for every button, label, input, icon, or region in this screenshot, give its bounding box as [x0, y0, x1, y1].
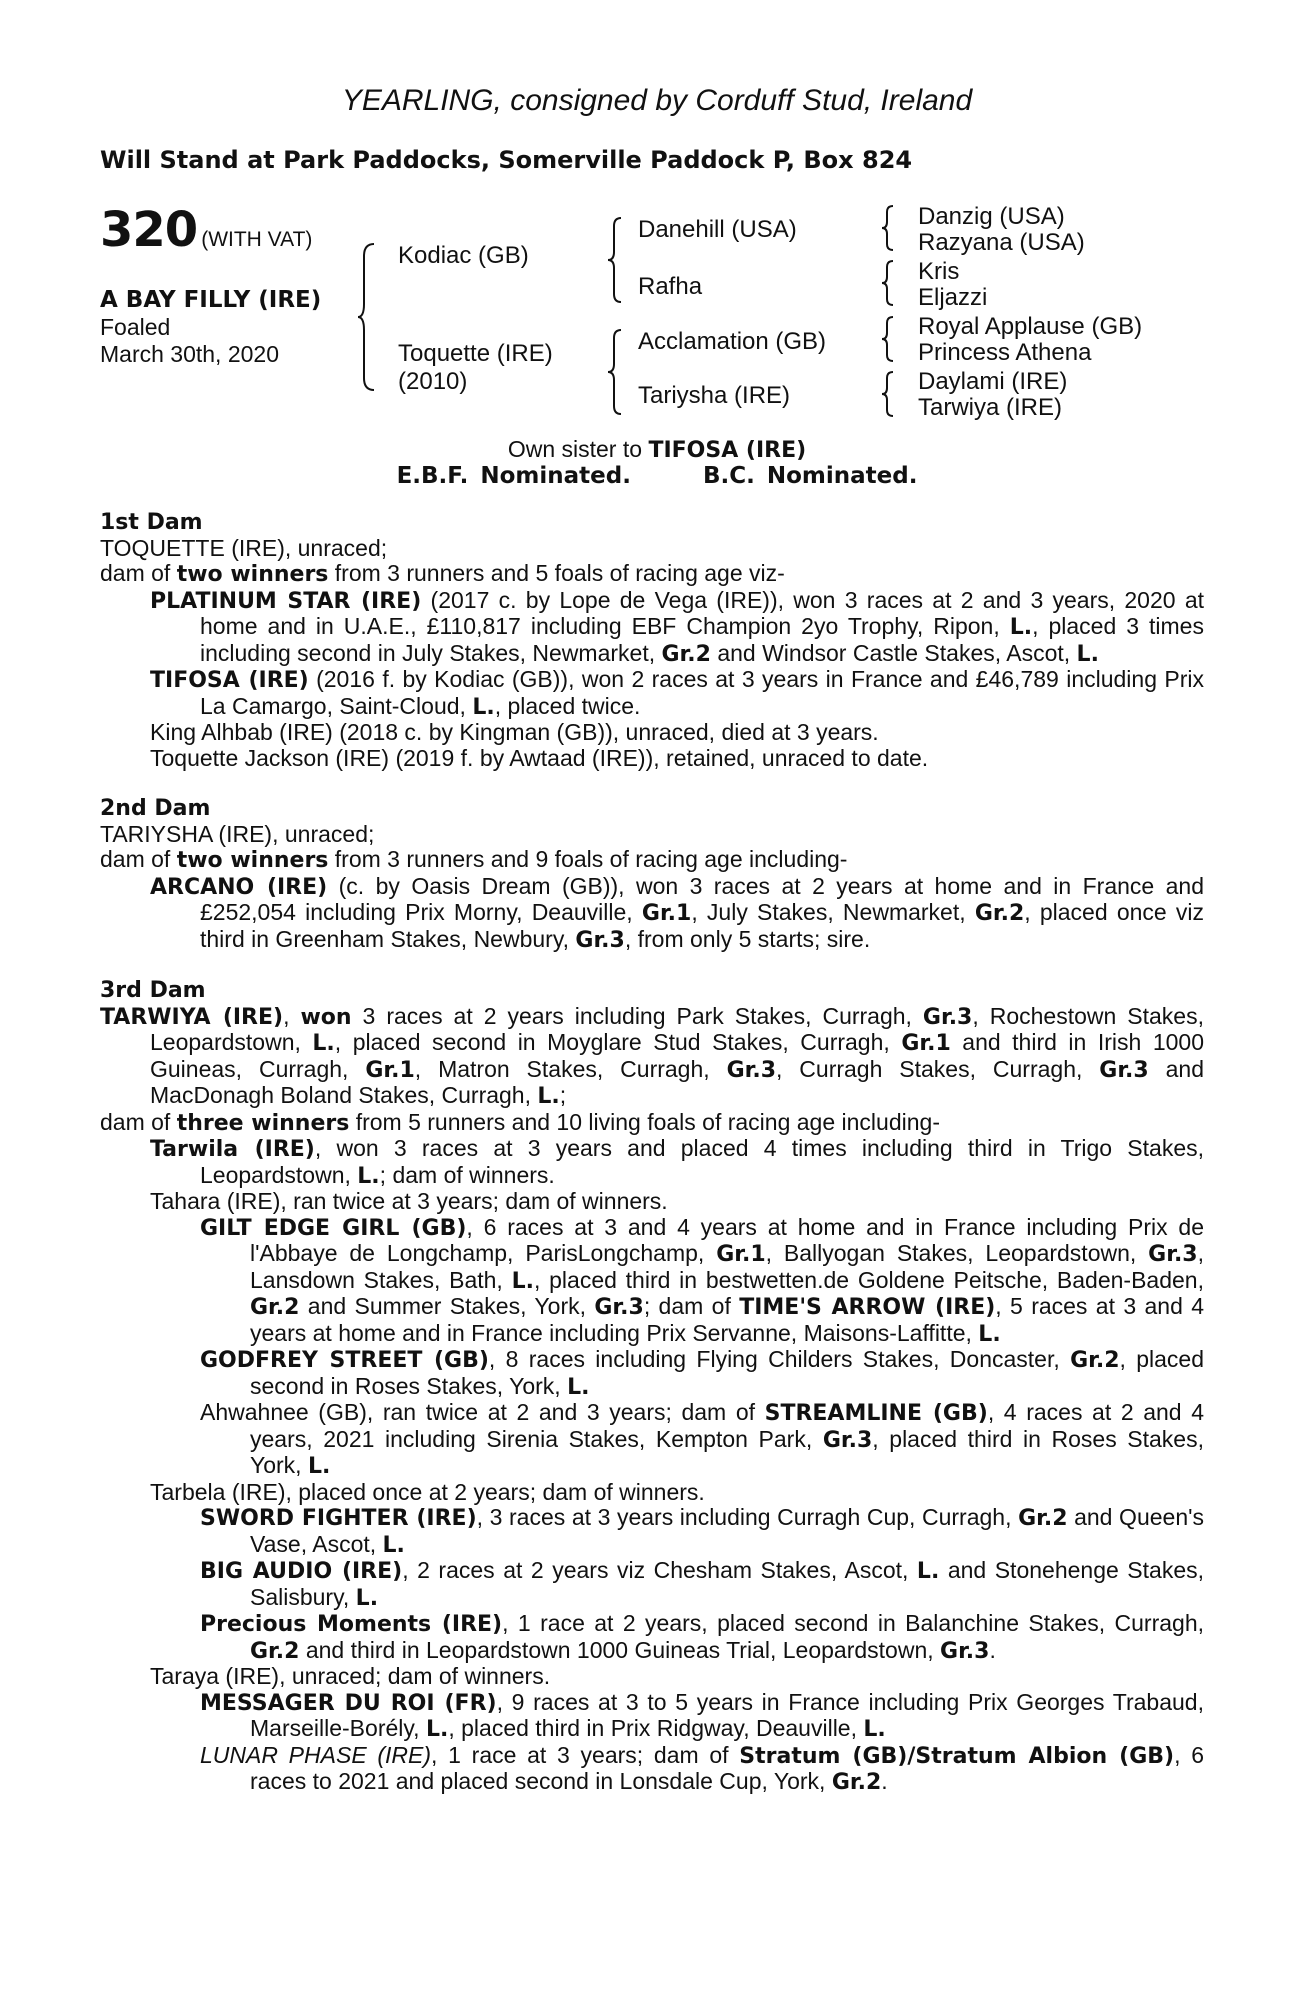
foaled-info: [100, 314, 279, 368]
pedigree-dam-name: Toquette (IRE): [398, 340, 553, 367]
produce-entry: TIFOSA (IRE) (2016 f. by Kodiac (GB)), won 2 races at 3 years in France and £46,789 including Prix La Camargo, Saint-Cloud, L., placed twice.: [150, 666, 1204, 720]
pedigree-dam-year: (2010): [398, 368, 468, 395]
pedigree-brace-ggp4: [880, 370, 898, 418]
foaled-date: March 30th, 2020: [100, 341, 280, 367]
pedigree-brace-sire: [606, 216, 626, 304]
bc-nomination: B.C. Nominated.: [702, 463, 918, 489]
pedigree-ggp: Princess Athena: [918, 339, 1092, 366]
produce-entry: Toquette Jackson (IRE) (2019 f. by Awtaad (IRE)), retained, unraced to date.: [150, 744, 929, 771]
produce-entry: Taraya (IRE), unraced; dam of winners.: [150, 1663, 551, 1689]
ebf-nomination: E.B.F. Nominated.: [396, 463, 631, 489]
third-dam-summary: dam of three winners from 5 runners and 10 living foals of racing age including-: [100, 1108, 940, 1136]
pedigree-sire-sire: Danehill (USA): [638, 216, 797, 243]
horse-name: A BAY FILLY (IRE): [100, 287, 322, 313]
produce-entry: Tarwila (IRE), won 3 races at 3 years and placed 4 times including third in Trigo Stakes, Leopardstown, L.; dam of winners.: [150, 1135, 1205, 1189]
own-sister-prefix: Own sister to: [507, 436, 649, 462]
pedigree-sire-dam: Rafha: [638, 273, 703, 300]
produce-record: [100, 510, 1204, 1796]
pedigree-ggp: Tarwiya (IRE): [918, 394, 1063, 421]
own-sister-name: TIFOSA (IRE): [648, 438, 807, 463]
pedigree-brace-main: [356, 242, 380, 392]
produce-entry: GILT EDGE GIRL (GB), 6 races at 3 and 4 years at home and in France including Prix de l'Abbaye de Longchamp, ParisLongchamp, Gr.1, Ballyogan Stakes, Leopardstown, Gr.3, Lansdown Stakes, Bath, L., placed third in bestwetten.de Goldene Peitsche, Baden-Baden, Gr.2 and Summer Stakes, York, Gr.3; dam of TIME'S ARROW (IRE), 5 races at 3 and 4 years at home and in France including Prix Servanne, Maisons-Laffitte, L.: [200, 1213, 1205, 1347]
produce-entry: PLATINUM STAR (IRE) (2017 c. by Lope de Vega (IRE)), won 3 races at 2 and 3 years, 2020 at home and in U.A.E., £110,817 including EBF Champion 2yo Trophy, Ripon, L., placed 3 times including second in July Stakes, Newmarket, Gr.2 and Windsor Castle Stakes, Ascot, L.: [150, 586, 1205, 667]
own-sister-note: [0, 436, 1314, 463]
pedigree-dam-sire: Acclamation (GB): [638, 328, 827, 355]
second-dam-heading: 2nd Dam: [100, 796, 211, 821]
pedigree-ggp: Eljazzi: [918, 284, 988, 311]
pedigree-brace-ggp3: [880, 315, 898, 363]
third-dam-heading: 3rd Dam: [100, 978, 206, 1003]
produce-entry: Ahwahnee (GB), ran twice at 2 and 3 years; dam of STREAMLINE (GB), 4 races at 2 and 4 years, 2021 including Sirenia Stakes, Kempton Park, Gr.3, placed third in Roses Stakes, York, L.: [200, 1399, 1204, 1479]
foaled-label: Foaled: [100, 314, 171, 340]
second-dam-line: TARIYSHA (IRE), unraced;: [100, 820, 375, 847]
pedigree-dam: [398, 340, 553, 396]
pedigree-ggp: Razyana (USA): [918, 229, 1085, 256]
lot-number: 320: [100, 202, 198, 258]
produce-entry: SWORD FIGHTER (IRE), 3 races at 3 years including Curragh Cup, Curragh, Gr.2 and Queen's Vase, Ascot, L.: [200, 1504, 1205, 1558]
pedigree-brace-dam: [606, 328, 626, 416]
consignment-line: YEARLING, consigned by Corduff Stud, Ireland: [341, 84, 973, 117]
produce-entry: King Alhbab (IRE) (2018 c. by Kingman (GB)), unraced, died at 3 years.: [150, 719, 879, 745]
first-dam-heading: 1st Dam: [100, 510, 203, 535]
first-dam-summary: dam of two winners from 3 runners and 5 foals of racing age viz-: [100, 560, 785, 587]
produce-entry: LUNAR PHASE (IRE), 1 race at 3 years; dam of Stratum (GB)/Stratum Albion (GB), 6 races to 2021 and placed second in Lonsdale Cup, York, Gr.2.: [200, 1741, 1204, 1795]
pedigree-brace-ggp2: [880, 259, 898, 307]
third-dam-line: TARWIYA (IRE), won 3 races at 2 years including Park Stakes, Curragh, Gr.3, Rochestown Stakes, Leopardstown, L., placed second in Moyglare Stud Stakes, Curragh, Gr.1 and third in Irish 1000 Guineas, Curragh, Gr.1, Matron Stakes, Curragh, Gr.3, Curragh Stakes, Curragh, Gr.3 and MacDonagh Boland Stakes, Curragh, L.;: [100, 1002, 1204, 1109]
vat-note: (WITH VAT): [201, 228, 313, 251]
pedigree-sire: Kodiac (GB): [398, 242, 529, 269]
lot-header: [100, 202, 312, 258]
produce-entry: BIG AUDIO (IRE), 2 races at 2 years viz Chesham Stakes, Ascot, L. and Stonehenge Stakes, Salisbury, L.: [200, 1557, 1205, 1611]
first-dam-line: TOQUETTE (IRE), unraced;: [100, 534, 388, 561]
nominations: [0, 463, 1314, 489]
produce-entry: ARCANO (IRE) (c. by Oasis Dream (GB)), won 3 races at 2 years at home and in France and £252,054 including Prix Morny, Deauville, Gr.1, July Stakes, Newmarket, Gr.2, placed once viz third in Greenham Stakes, Newbury, Gr.3, from only 5 starts; sire.: [150, 872, 1205, 953]
pedigree-ggp: Danzig (USA): [918, 203, 1065, 230]
produce-entry: GODFREY STREET (GB), 8 races including Flying Childers Stakes, Doncaster, Gr.2, placed second in Roses Stakes, York, L.: [200, 1346, 1205, 1400]
pedigree-ggp: Daylami (IRE): [918, 368, 1068, 395]
pedigree-ggp: Royal Applause (GB): [918, 313, 1143, 340]
second-dam-summary: dam of two winners from 3 runners and 9 foals of racing age including-: [100, 846, 848, 873]
stand-location: Will Stand at Park Paddocks, Somerville Paddock P, Box 824: [100, 146, 913, 174]
pedigree-brace-ggp1: [880, 204, 898, 252]
produce-entry: Tahara (IRE), ran twice at 3 years; dam of winners.: [150, 1188, 668, 1214]
produce-entry: Tarbela (IRE), placed once at 2 years; dam of winners.: [150, 1478, 705, 1505]
pedigree-ggp: Kris: [918, 258, 960, 285]
pedigree-dam-dam: Tariysha (IRE): [638, 382, 791, 409]
produce-entry: Precious Moments (IRE), 1 race at 2 years, placed second in Balanchine Stakes, Curragh, Gr.2 and third in Leopardstown 1000 Guineas Trial, Leopardstown, Gr.3.: [200, 1610, 1204, 1664]
produce-entry: MESSAGER DU ROI (FR), 9 races at 3 to 5 years in France including Prix Georges Trabaud, Marseille-Borély, L., placed third in Prix Ridgway, Deauville, L.: [200, 1688, 1204, 1742]
